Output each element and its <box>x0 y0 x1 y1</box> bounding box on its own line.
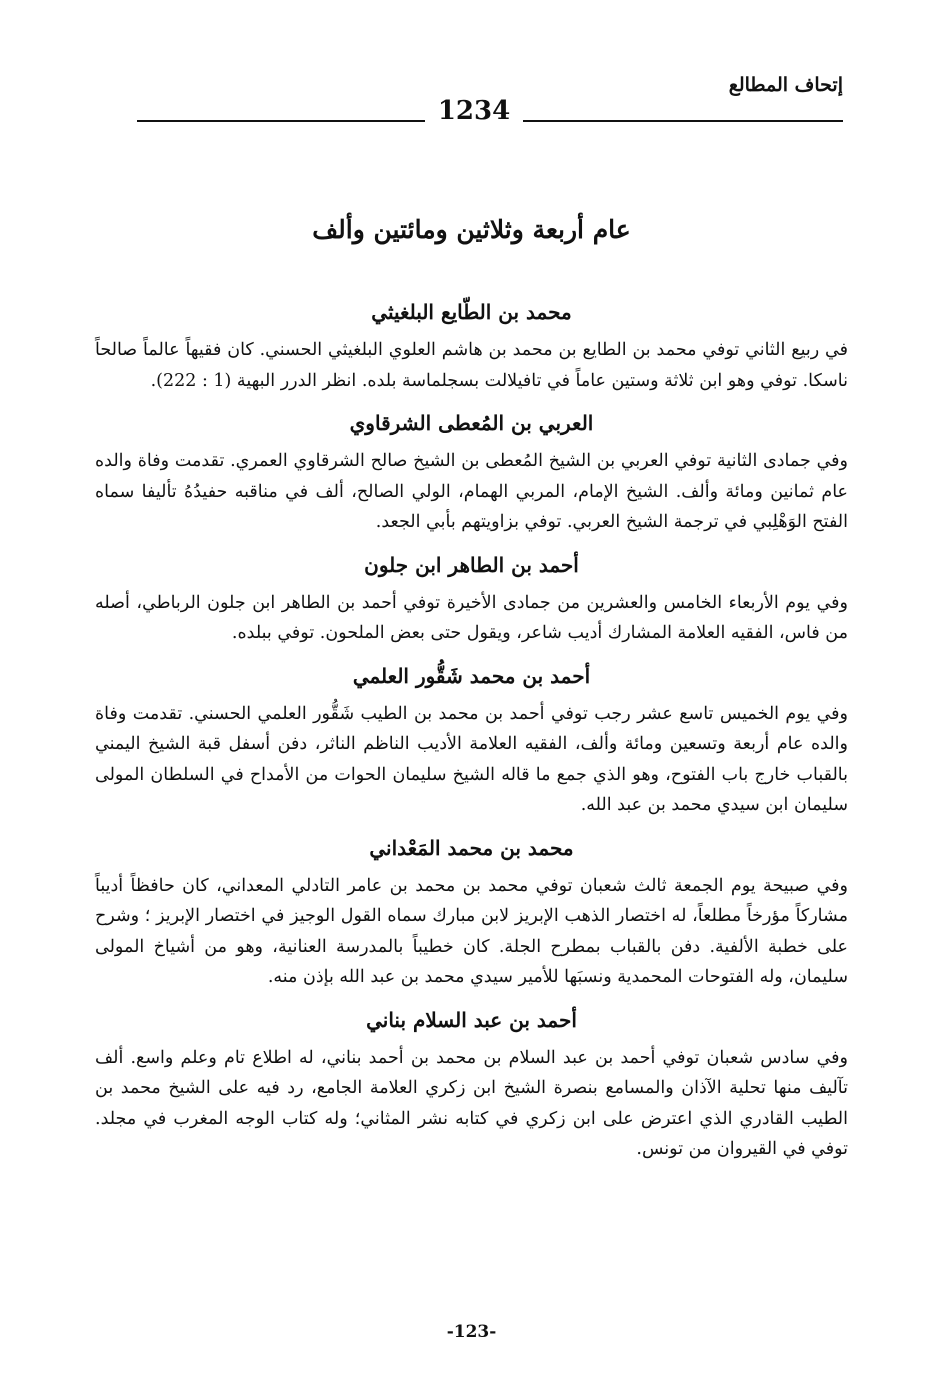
entry-name: محمد بن الطّايع البلغيثي <box>371 300 572 324</box>
entry-name: أحمد بن عبد السلام بناني <box>366 1007 577 1032</box>
entry <box>95 659 848 821</box>
entry-text: وفي سادس شعبان توفي أحمد بن عبد السلام بن محمد بن أحمد بناني، له اطلاع تام وعلم واسع. ألف تآليف منها تحلية الآذان والمسامع بنصرة الشيخ ابن زكري العلامة الجامع، رد فيه على الشيخ محمد بن الطيب القادري الذي اعترض على ابن زكري في كتابه نشر المثاني؛ وله كتاب الوجه المغرب في مجلد. توفي في القيروان من تونس. <box>95 1047 848 1159</box>
header-rule-left <box>137 120 425 122</box>
entry-name: محمد بن محمد المَعْداني <box>369 835 574 860</box>
entry-text: وفي يوم الأربعاء الخامس والعشرين من جمادى الأخيرة توفي أحمد بن الطاهر ابن جلون الرباطي، أصله من فاس، الفقيه العلامة المشارك أديب شاعر، ويقول حتى بعض الملحون. توفي ببلده. <box>95 592 848 643</box>
entry-name: أحمد بن الطاهر ابن جلون <box>364 552 579 577</box>
obituary-entries <box>95 295 848 1175</box>
entry <box>95 406 848 538</box>
entry-text: في ربيع الثاني توفي محمد بن الطايع بن محمد بن هاشم العلوي البلغيثي الحسني. كان فقيهاً عالماً صالحاً ناسكا. توفي وهو ابن ثلاثة وستين عاماً في تافيلالت بسجلماسة بلده. انظر الدرر البهية (1 : 222). <box>95 340 848 391</box>
header-year: 1234 <box>437 96 511 126</box>
entry <box>95 1003 848 1165</box>
entry-text: وفي جمادى الثانية توفي العربي بن الشيخ المُعطى بن الشيخ صالح الشرقاوي العمري. تقدمت وفاة والده عام ثمانين ومائة وألف. الشيخ الإمام، المربي الهمام، الولي الصالح، ألف في مناقبه حفيدُهُ تأليفا سماه الفتح الوَهْلِبي في ترجمة الشيخ العربي. توفي بزاويتهم بأبي الجعد. <box>95 451 848 532</box>
header-rule-right <box>523 120 843 122</box>
entry <box>95 295 848 396</box>
book-title: إتحاف المطالع <box>728 74 843 96</box>
entry-name: أحمد بن محمد شَقُّور العلمي <box>352 663 591 688</box>
entry-text: وفي يوم الخميس تاسع عشر رجب توفي أحمد بن محمد بن الطيب شَقُّور العلمي الحسني. تقدمت وفاة والده عام أربعة وتسعين ومائة وألف، الفقيه العلامة الأديب الناظم الناثر، دفن أسفل قبة الشيخ اليمني بالقباب خارج باب الفتوح، وهو الذي جمع ما قاله الشيخ سليمان الحوات من الأمداح في السلطان المولى سليمان ابن سيدي محمد بن عبد الله. <box>95 703 848 815</box>
entry-text: وفي صبيحة يوم الجمعة ثالث شعبان توفي محمد بن محمد بن عامر التادلي المعداني، كان حافظاً أديباً مشاركاً مؤرخاً مطلعاً، له اختصار الذهب الإبريز لابن مبارك سماه القول الوجيز في اختصار الإبريز ؛ وشرح على خطبة الألفية. دفن بالقباب بمطرح الجلة. كان خطيباً بالمدرسة العنانية، وهو من أشياخ المولى سليمان، وله الفتوحات المحمدية ونسبَها للأمير سيدي محمد بن عبد الله بإذن منه. <box>95 875 848 987</box>
entry-name: العربي بن المُعطى الشرقاوي <box>349 411 594 435</box>
entry <box>95 548 848 649</box>
page-number: -123- <box>446 1322 497 1342</box>
year-heading: عام أربعة وثلاثين ومائتين وألف <box>312 215 631 244</box>
entry <box>95 831 848 993</box>
